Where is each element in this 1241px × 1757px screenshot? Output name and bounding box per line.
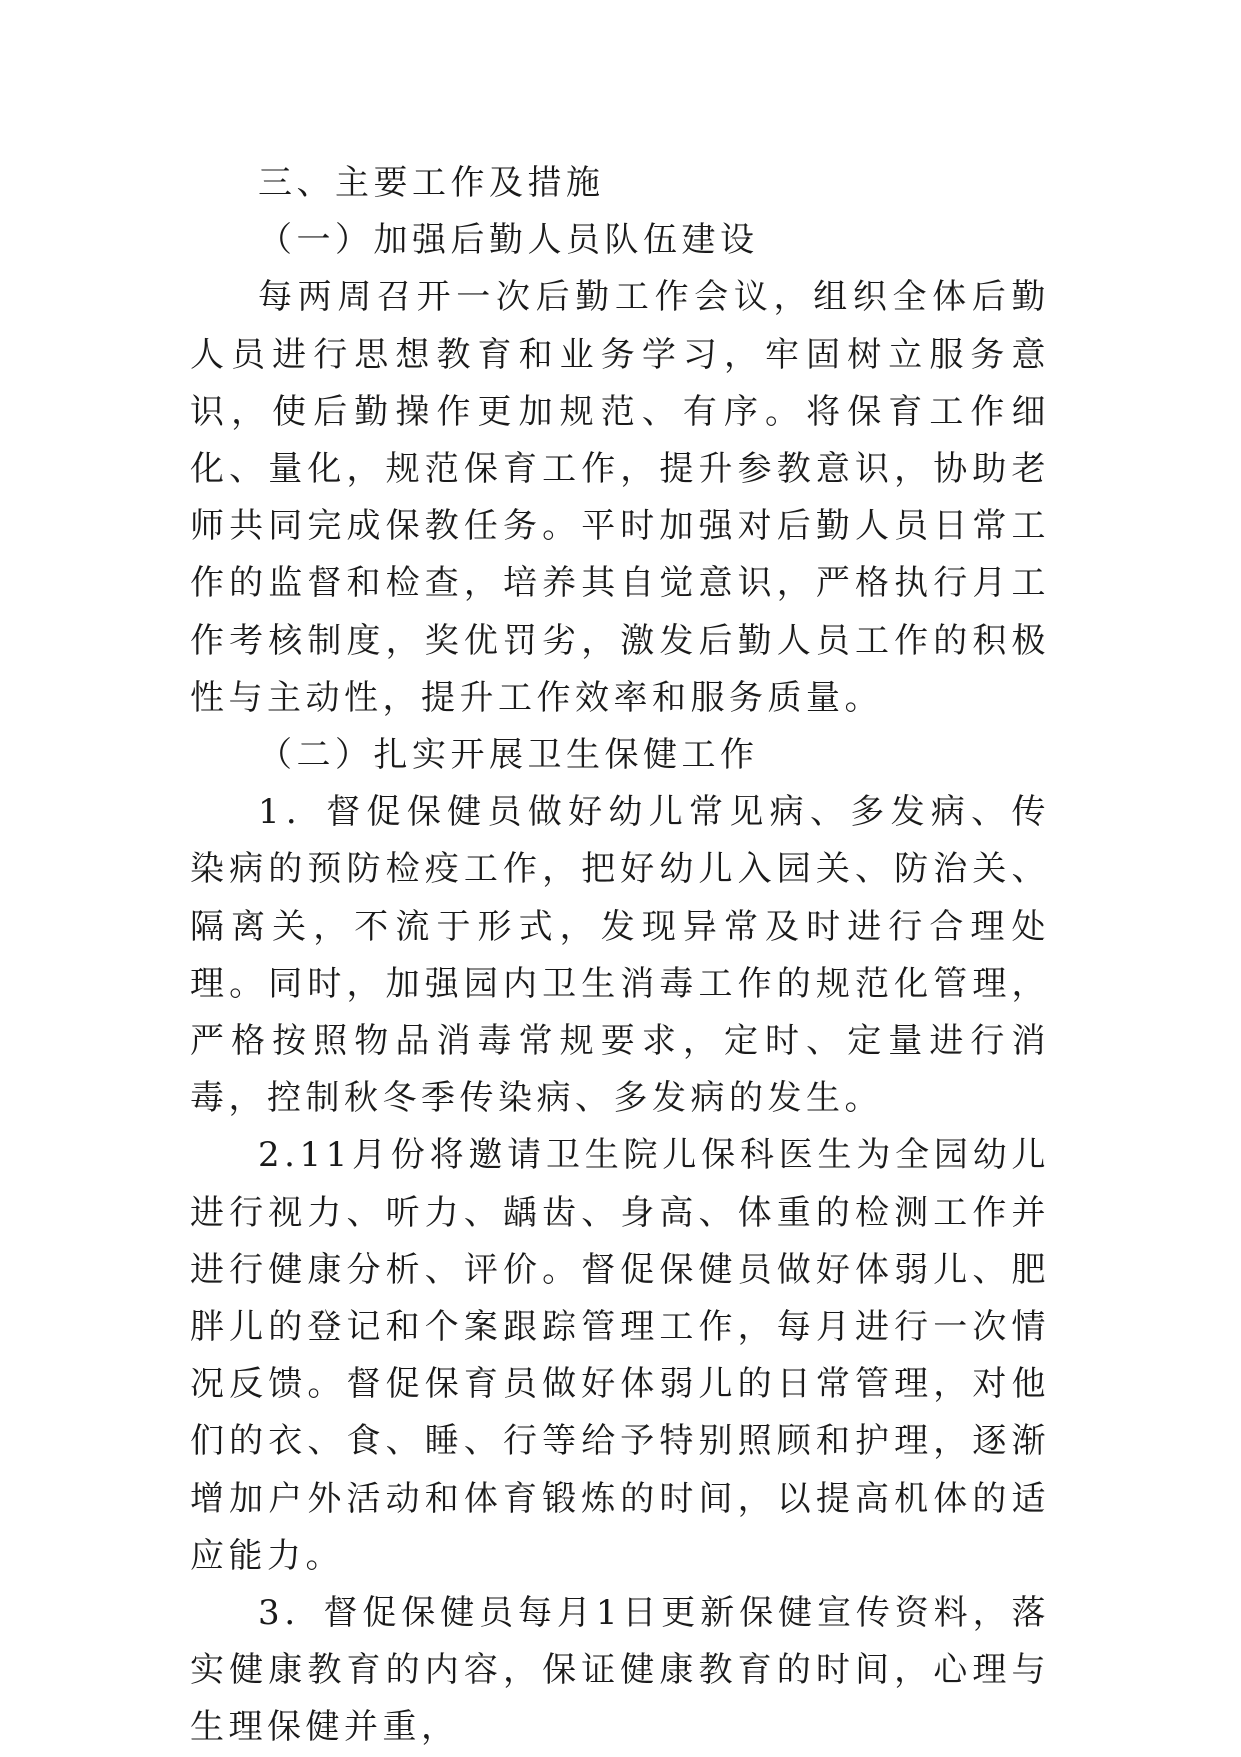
section-heading-main-work: 三、主要工作及措施 bbox=[258, 163, 605, 203]
document-body bbox=[190, 155, 1050, 1757]
paragraph-staff-team: 每两周召开一次后勤工作会议，组织全体后勤人员进行思想教育和业务学习，牢固树立服务意识，使后勤操作更加规范、有序。将保育工作细化、量化，规范保育工作，提升参教意识，协助老师共同完成保教任务。平时加强对后勤人员日常工作的监督和检查，培养其自觉意识，严格执行月工作考核制度，奖优罚劣，激发后勤人员工作的积极性与主动性，提升工作效率和服务质量。 bbox=[190, 277, 1050, 718]
subsection-heading-staff-team: （一）加强后勤人员队伍建设 bbox=[258, 220, 759, 261]
paragraph-item-1: 1．督促保健员做好幼儿常见病、多发病、传染病的预防检疫工作，把好幼儿入园关、防治关、隔离关，不流于形式，发现异常及时进行合理处理。同时，加强园内卫生消毒工作的规范化管理，严格按照物品消毒常规要求，定时、定量进行消毒，控制秋冬季传染病、多发病的发生。 bbox=[190, 792, 1050, 1119]
paragraph-item-2: 2.11月份将邀请卫生院儿保科医生为全园幼儿进行视力、听力、龋齿、身高、体重的检测工作并进行健康分析、评价。督促保健员做好体弱儿、肥胖儿的登记和个案跟踪管理工作，每月进行一次情况反馈。督促保育员做好体弱儿的日常管理，对他们的衣、食、睡、行等给予特别照顾和护理，逐渐增加户外活动和体育锻炼的时间，以提高机体的适应能力。 bbox=[190, 1135, 1050, 1576]
paragraph-item-3: 3．督促保健员每月1日更新保健宣传资料，落实健康教育的内容，保证健康教育的时间，心理与生理保健并重， bbox=[190, 1593, 1050, 1748]
subsection-heading-health-care: （二）扎实开展卫生保健工作 bbox=[258, 735, 759, 776]
